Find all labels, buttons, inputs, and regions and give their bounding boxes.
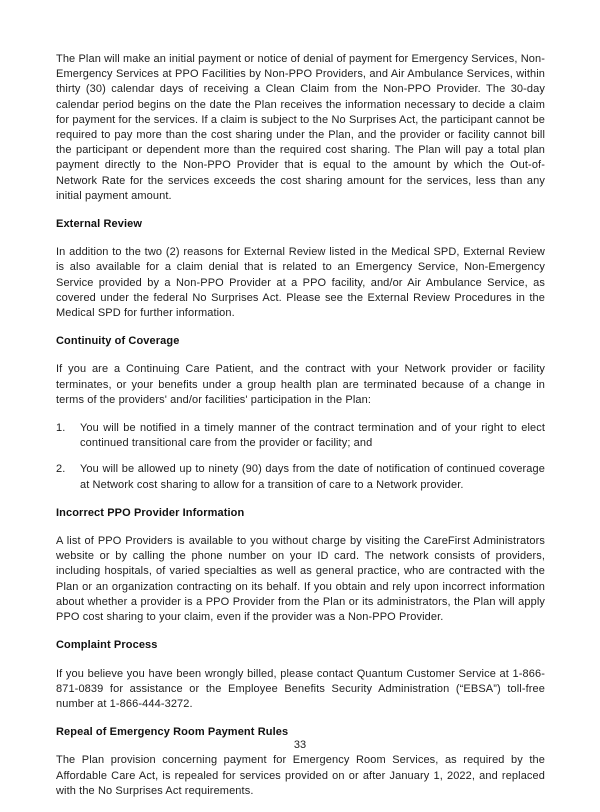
numbered-list (56, 421, 545, 493)
list-continuity-items (56, 421, 545, 493)
page-number: 33 (293, 739, 307, 751)
heading-repeal-of-emergency-room-payment-rules: Repeal of Emergency Room Payment Rules (56, 726, 289, 739)
list-item (56, 421, 545, 451)
paragraph-external-review: In addition to the two (2) reasons for External Review listed in the Medical SPD, External Review is also available for a claim denial that is related to an Emergency Service, Non-Emergency Service provided by a Non-PPO Provider at a PPO facility, and/or Air Ambulance Service, as covered under the federal No Surprises Act. Please see the External Review Procedures in the Medical SPD for further information. (56, 246, 545, 320)
paragraph-continuity-intro: If you are a Continuing Care Patient, and the contract with your Network provider or facility terminates, or your benefits under a group health plan are terminated because of a change in terms of the providers' and/or facilities' participation in the Plan: (56, 363, 545, 406)
list-item-text: You will be notified in a timely manner of the contract termination and of your right to elect continued transitional care from the provider or facility; and (80, 422, 545, 450)
paragraph-repeal-emergency-room: The Plan provision concerning payment for Emergency Room Services, as required by the Affordable Care Act, is repealed for services provided on or after January 1, 2022, and replaced with the No Surprises Act requirements. (56, 754, 545, 797)
heading-incorrect-ppo-provider-information: Incorrect PPO Provider Information (56, 506, 245, 519)
list-item-marker: 1. (56, 422, 66, 435)
paragraph-incorrect-ppo-provider: A list of PPO Providers is available to you without charge by visiting the CareFirst Administrators website or by calling the phone number on your ID card. The network consists of providers, including hospitals, of varied specialties as well as general practice, who are contracted with the Plan or an organization contracting on its behalf. If you obtain and rely upon incorrect information about whether a provider is a PPO Provider from the Plan or its administrators, the Plan will apply PPO cost sharing to your claim, even if the provider was a Non-PPO Provider. (56, 535, 545, 624)
paragraph-initial-payment: The Plan will make an initial payment or notice of denial of payment for Emergency Services, Non-Emergency Services at PPO Facilities by Non-PPO Providers, and Air Ambulance Services, within thirty (30) calendar days of receiving a Clean Claim from the Non-PPO Provider. The 30-day calendar period begins on the date the Plan receives the information necessary to decide a claim for payment for the services. If a claim is subject to the No Surprises Act, the participant cannot be required to pay more than the cost sharing under the Plan, and the provider or facility cannot bill the participant or dependent more than the required cost sharing. The Plan will pay a total plan payment directly to the Non-PPO Provider that is equal to the amount by which the Out-of-Network Rate for the services exceeds the cost sharing amount for the services, less than any initial payment amount. (56, 53, 545, 202)
document-body (56, 52, 545, 812)
heading-complaint-process: Complaint Process (56, 639, 158, 652)
heading-external-review: External Review (56, 218, 143, 231)
list-item-text: You will be allowed up to ninety (90) days from the date of notification of continued coverage at Network cost sharing to allow for a transition of care to a Network provider. (80, 463, 545, 491)
heading-continuity-of-coverage: Continuity of Coverage (56, 335, 180, 348)
list-item (56, 462, 545, 492)
paragraph-complaint-process: If you believe you have been wrongly billed, please contact Quantum Customer Service at 1-866-871-0839 for assistance or the Employee Benefits Security Administration (“EBSA”) toll-free number at 1-866-444-3272. (56, 667, 545, 710)
list-item-marker: 2. (56, 463, 66, 476)
